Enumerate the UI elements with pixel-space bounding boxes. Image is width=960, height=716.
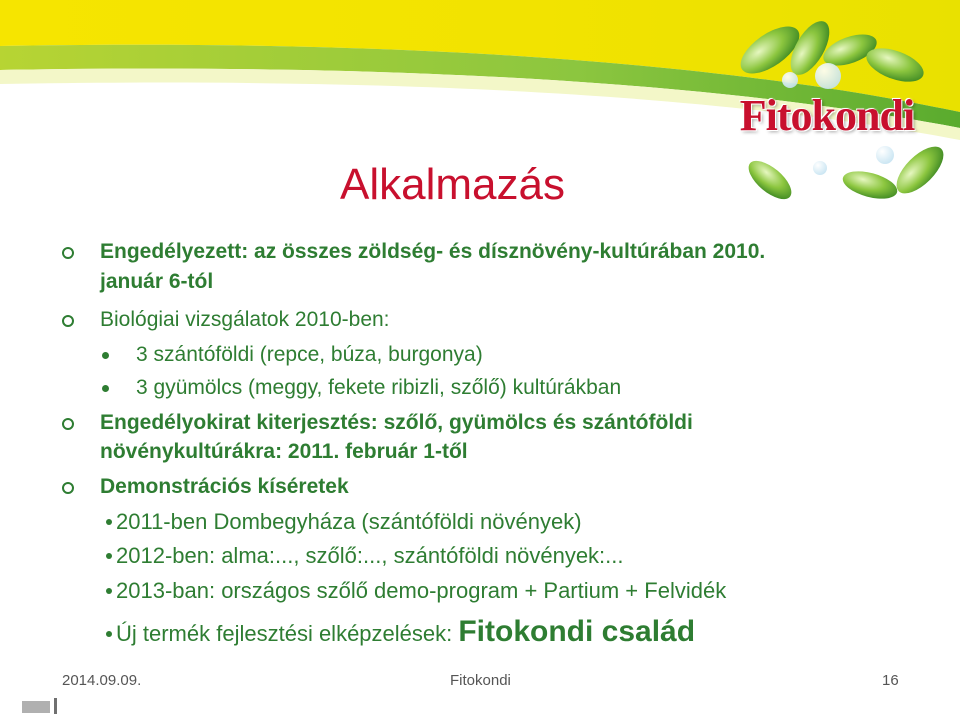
bullet-dot-icon <box>106 553 112 559</box>
list-item-text: Engedélyokirat kiterjesztés: szőlő, gyümölcs és szántóföldi <box>100 411 693 434</box>
list-item-text: 3 szántóföldi (repce, búza, burgonya) <box>136 343 483 366</box>
corner-mark-icon <box>22 698 62 714</box>
list-item-text: 2012-ben: alma:..., szőlő:..., szántóföldi növények:... <box>116 543 624 568</box>
logo-text: Fitokondi <box>739 91 915 140</box>
circle-bullet-icon <box>62 418 74 430</box>
list-item-prefix: Új termék fejlesztési elképzelések: <box>116 621 459 646</box>
list-item-text: Engedélyezett: az összes zöldség- és dísznövény-kultúrában 2010. <box>100 240 766 263</box>
bullet-dot-icon <box>106 588 112 594</box>
footer-center: Fitokondi <box>450 672 511 689</box>
list-item-text-continued: január 6-tól <box>100 270 214 293</box>
circle-bullet-icon <box>62 482 74 494</box>
circle-bullet-icon <box>62 315 74 327</box>
list-item-text: 3 gyümölcs (meggy, fekete ribizli, szőlő) kultúrákban <box>136 376 622 399</box>
list-item-text: 2011-ben Dombegyháza (szántóföldi növények) <box>116 509 582 534</box>
page-number: 16 <box>882 672 899 689</box>
slide-title: Alkalmazás <box>340 160 565 209</box>
circle-bullet-icon <box>62 247 74 259</box>
list-item-text <box>116 614 695 652</box>
list-item-text: 2013-ban: országos szőlő demo-program + Partium + Felvidék <box>116 578 727 603</box>
bullet-dot-icon <box>106 519 112 525</box>
product-family-name: Fitokondi család <box>458 615 696 648</box>
list-item-text: Biológiai vizsgálatok 2010-ben: <box>100 308 390 331</box>
bullet-dot-icon <box>102 385 109 392</box>
list-item-text-continued: növénykultúrákra: 2011. február 1-től <box>100 440 468 463</box>
bullet-dot-icon <box>106 631 112 637</box>
bullet-dot-icon <box>102 352 109 359</box>
footer-date: 2014.09.09. <box>62 672 142 689</box>
list-item-text: Demonstrációs kíséretek <box>100 475 349 498</box>
